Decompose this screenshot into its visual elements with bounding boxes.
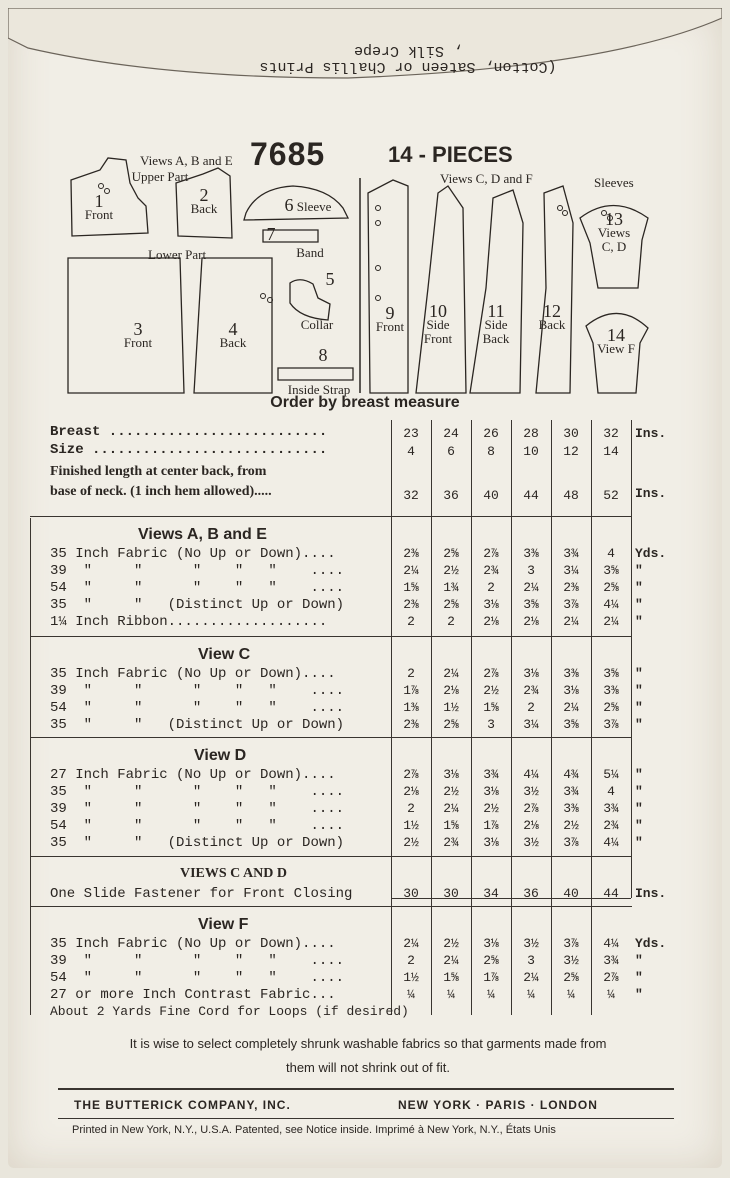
- yardage-value: 3¾: [603, 801, 619, 816]
- note-line1: It is wise to select completely shrunk washable fabrics so that garments made from: [129, 1036, 607, 1051]
- piece-2-label: [184, 185, 224, 216]
- piece-9-front-shape: [368, 180, 408, 393]
- yardage-value: 2½: [483, 801, 499, 816]
- yardage-value: 3⅜: [603, 683, 619, 698]
- row-unit: ": [635, 801, 643, 816]
- piece-1-number: 1: [94, 191, 104, 211]
- yardage-value: 2⅜: [403, 546, 419, 561]
- size-value: 14: [603, 444, 619, 459]
- row-unit: ": [635, 767, 643, 782]
- yardage-value: 2⅞: [483, 666, 499, 681]
- piece-4-number: 4: [228, 319, 238, 339]
- piece-13-number: 13: [605, 209, 623, 229]
- yardage-value: 3¾: [563, 784, 579, 799]
- yardage-value: 2½: [443, 784, 459, 799]
- piece-12-number: 12: [543, 301, 561, 321]
- breast-value: 24: [443, 426, 459, 441]
- piece-8-number-text: 8: [318, 345, 328, 365]
- yardage-value: 1⅞: [483, 818, 499, 833]
- piece-2-number: 2: [199, 185, 209, 205]
- yardage-value: 2½: [563, 818, 579, 833]
- yardage-value: 4¾: [563, 767, 579, 782]
- yardage-value: 2¼: [563, 614, 579, 629]
- yardage-value: 3⅞: [603, 717, 619, 732]
- yardage-value: 2: [487, 580, 495, 595]
- breast-value: 30: [563, 426, 579, 441]
- fabric-row-label: About 2 Yards Fine Cord for Loops (if desired): [50, 1004, 409, 1019]
- order-title: Order by breast measure: [270, 394, 460, 411]
- yardage-value: 2½: [443, 563, 459, 578]
- yardage-value: 1⅝: [403, 580, 419, 595]
- company-cities: NEW YORK · PARIS · LONDON: [398, 1098, 598, 1112]
- length-value: 32: [403, 488, 419, 503]
- yardage-value: 2: [407, 614, 415, 629]
- piece-12-back-shape: [536, 186, 573, 393]
- fabric-row-label: 27 or more Inch Contrast Fabric...: [50, 987, 336, 1003]
- row-unit: ": [635, 953, 643, 968]
- yardage-value: 5¼: [603, 767, 619, 782]
- piece-10-label: [418, 301, 458, 346]
- row-unit: Yds.: [635, 936, 667, 951]
- piece-1-name: Front: [84, 207, 114, 222]
- views-cdf-label: Views C, D and F: [440, 171, 533, 186]
- yardage-value: 3½: [523, 784, 539, 799]
- yardage-value: 2: [527, 700, 535, 715]
- yardage-value: 1⅞: [483, 970, 499, 985]
- yardage-value: 2½: [443, 936, 459, 951]
- yardage-value: 1½: [403, 970, 419, 985]
- yardage-value: 2⅜: [403, 717, 419, 732]
- yardage-value: 2⅝: [603, 580, 619, 595]
- piece-7-number: [264, 224, 278, 244]
- section-title: VIEWS C AND D: [180, 866, 287, 881]
- yardage-value: 2½: [403, 835, 419, 850]
- length-value: 40: [483, 488, 499, 503]
- yardage-value: 3¾: [483, 767, 499, 782]
- yardage-value: 3: [487, 717, 495, 732]
- yardage-value: 34: [483, 886, 499, 901]
- yardage-value: 2¾: [483, 563, 499, 578]
- piece-9-label: [370, 303, 410, 334]
- piece-1-label: [74, 191, 124, 222]
- yardage-value: 3⅞: [563, 936, 579, 951]
- yardage-value: 1⅝: [443, 818, 459, 833]
- piece-5-number-text: 5: [325, 269, 335, 289]
- yardage-value: 3⅛: [483, 784, 499, 799]
- yardage-value: 3: [527, 953, 535, 968]
- yardage-value: 1⅜: [403, 700, 419, 715]
- yardage-value: 2¼: [523, 970, 539, 985]
- section-title: Views A, B and E: [138, 526, 267, 543]
- length-value: 52: [603, 488, 619, 503]
- yardage-value: 3⅛: [563, 683, 579, 698]
- printed-notice: Printed in New York, N.Y., U.S.A. Patented, see Notice inside. Imprimé à New York, N.Y., États Unis: [72, 1124, 556, 1136]
- yardage-value: 2¼: [403, 563, 419, 578]
- yardage-value: 2¼: [443, 953, 459, 968]
- yardage-value: 3⅛: [483, 835, 499, 850]
- yardage-value: ¼: [487, 987, 495, 1002]
- piece-14-label: [596, 325, 636, 356]
- size-value: 10: [523, 444, 539, 459]
- yardage-value: ¼: [567, 987, 575, 1002]
- fabric-row-label: 35 " " (Distinct Up or Down): [50, 597, 345, 613]
- yardage-value: 3⅛: [483, 597, 499, 612]
- length-value: 48: [563, 488, 579, 503]
- yardage-value: 2: [407, 801, 415, 816]
- yardage-value: 4¼: [603, 835, 619, 850]
- breast-value: 32: [603, 426, 619, 441]
- fabric-row-label: 54 " " " " " ....: [50, 700, 345, 716]
- fabric-row-label: 35 " " (Distinct Up or Down): [50, 717, 345, 733]
- fabric-row-label: 39 " " " " " ....: [50, 953, 345, 969]
- row-unit: ": [635, 614, 643, 629]
- piece-2-name: Back: [190, 201, 218, 216]
- piece-13-name: Views C, D: [597, 225, 631, 254]
- yardage-value: 2⅝: [603, 700, 619, 715]
- yardage-value: ¼: [527, 987, 535, 1002]
- yardage-value: 3⅛: [523, 666, 539, 681]
- yardage-value: 2⅛: [523, 614, 539, 629]
- yardage-value: 2¾: [523, 683, 539, 698]
- yardage-value: 2: [407, 666, 415, 681]
- pieces-count: 14 - PIECES: [388, 142, 513, 167]
- piece-9-number: 9: [385, 303, 395, 323]
- upside-down-line1: (Cotton, Sateen or Challis Prints: [259, 58, 557, 75]
- row-unit: ": [635, 563, 643, 578]
- yardage-value: 40: [563, 886, 579, 901]
- piece-3-label: [98, 319, 178, 350]
- piece-6-label: [273, 195, 343, 215]
- yardage-value: 2½: [483, 683, 499, 698]
- yardage-value: 1¾: [443, 580, 459, 595]
- breast-value: 28: [523, 426, 539, 441]
- yardage-value: 3½: [523, 835, 539, 850]
- piece-4-name: Back: [219, 335, 247, 350]
- piece-3-number: 3: [133, 319, 143, 339]
- fabric-row-label: 54 " " " " " ....: [50, 580, 345, 596]
- yardage-value: 2⅛: [523, 818, 539, 833]
- yardage-value: 3½: [523, 936, 539, 951]
- row-unit: ": [635, 683, 643, 698]
- yardage-value: 2¼: [603, 614, 619, 629]
- row-unit: ": [635, 818, 643, 833]
- piece-11-label: [476, 301, 516, 346]
- piece-7-number-text: 7: [266, 224, 276, 244]
- piece-6-number: 6: [284, 195, 294, 215]
- yardage-value: 3⅛: [483, 936, 499, 951]
- yardage-value: 2⅞: [483, 546, 499, 561]
- yardage-value: 3⅛: [443, 767, 459, 782]
- views-abe-label: Views A, B and E: [140, 153, 233, 168]
- yardage-value: 2⅝: [483, 953, 499, 968]
- piece-13-label: [594, 209, 634, 254]
- yardage-value: 3⅞: [563, 835, 579, 850]
- lower-part-label: Lower Part: [148, 247, 207, 262]
- yardage-value: 2⅛: [483, 614, 499, 629]
- fabric-row-label: 54 " " " " " ....: [50, 970, 345, 986]
- yardage-value: 4¼: [603, 597, 619, 612]
- breast-value: 23: [403, 426, 419, 441]
- fabric-row-label: 54 " " " " " ....: [50, 818, 345, 834]
- row-unit: ": [635, 666, 643, 681]
- piece-11-name: Side Back: [482, 317, 510, 346]
- piece-5-number: [320, 269, 340, 289]
- section-title: View D: [194, 747, 247, 764]
- row-unit: ": [635, 835, 643, 850]
- sleeves-label: Sleeves: [594, 175, 634, 190]
- yardage-value: 2⅝: [563, 970, 579, 985]
- piece-11-number: 11: [487, 301, 505, 321]
- yardage-value: 2¼: [403, 936, 419, 951]
- yardage-value: 2⅜: [563, 580, 579, 595]
- yardage-value: 3⅜: [563, 666, 579, 681]
- yardage-value: 3⅝: [563, 717, 579, 732]
- yardage-value: 3¼: [563, 563, 579, 578]
- yardage-value: 1½: [403, 818, 419, 833]
- row-unit: Yds.: [635, 546, 667, 561]
- yardage-value: 2¼: [523, 580, 539, 595]
- piece-9-name: Front: [375, 319, 405, 334]
- yardage-value: 4¼: [523, 767, 539, 782]
- yardage-value: 4¼: [603, 936, 619, 951]
- breast-unit: Ins.: [635, 426, 667, 441]
- fabric-row-label: 35 " " " " " ....: [50, 784, 345, 800]
- piece-8-name: Inside Strap: [287, 382, 351, 397]
- pattern-number: 7685: [250, 136, 326, 172]
- piece-7-name: Band: [296, 245, 324, 260]
- piece-10-name: Side Front: [423, 317, 453, 346]
- yardage-value: 36: [523, 886, 539, 901]
- fabric-row-label: 35 Inch Fabric (No Up or Down)....: [50, 666, 336, 682]
- piece-10-side-front-shape: [416, 186, 466, 393]
- size-label: Size ............................: [50, 442, 328, 458]
- yardage-value: 4: [607, 784, 615, 799]
- yardage-value: 4: [607, 546, 615, 561]
- fabric-row-label: 39 " " " " " ....: [50, 801, 345, 817]
- yardage-value: 2¼: [443, 801, 459, 816]
- size-value: 8: [487, 444, 495, 459]
- yardage-value: 3: [527, 563, 535, 578]
- piece-10-number: 10: [429, 301, 447, 321]
- yardage-value: 2⅛: [443, 683, 459, 698]
- yardage-value: 2¼: [443, 666, 459, 681]
- yardage-value: 2⅜: [403, 597, 419, 612]
- shrink-note: [38, 1032, 698, 1080]
- breast-label: Breast ..........................: [50, 424, 328, 440]
- row-unit: ": [635, 717, 643, 732]
- length-value: 44: [523, 488, 539, 503]
- yardage-value: ¼: [447, 987, 455, 1002]
- row-unit: ": [635, 970, 643, 985]
- yardage-value: 1⅝: [443, 970, 459, 985]
- yardage-value: 3¾: [563, 546, 579, 561]
- yardage-value: 2⅞: [603, 970, 619, 985]
- yardage-value: 2¼: [563, 700, 579, 715]
- yardage-value: ¼: [607, 987, 615, 1002]
- yardage-value: 44: [603, 886, 619, 901]
- length-label-1: Finished length at center back, from: [50, 464, 267, 479]
- row-unit: ": [635, 784, 643, 799]
- size-value: 12: [563, 444, 579, 459]
- breast-value: 26: [483, 426, 499, 441]
- row-unit: ": [635, 580, 643, 595]
- yardage-value: 3⅝: [523, 597, 539, 612]
- yardage-value: 2⅝: [443, 546, 459, 561]
- yardage-value: 3⅞: [563, 597, 579, 612]
- yardage-value: 2¾: [443, 835, 459, 850]
- yardage-value: 1⅞: [403, 683, 419, 698]
- pattern-envelope-back: [8, 8, 722, 1168]
- yardage-value: 2⅞: [523, 801, 539, 816]
- company-name: THE BUTTERICK COMPANY, INC.: [74, 1098, 291, 1112]
- row-unit: ": [635, 700, 643, 715]
- yardage-value: 3¼: [523, 717, 539, 732]
- piece-8-number: [308, 345, 338, 365]
- yardage-value: 2⅛: [403, 784, 419, 799]
- yardage-table: [50, 420, 680, 1019]
- yardage-value: 3⅝: [603, 563, 619, 578]
- yardage-value: 2⅝: [443, 717, 459, 732]
- yardage-value: 3⅜: [523, 546, 539, 561]
- length-value: 36: [443, 488, 459, 503]
- fabric-row-label: 39 " " " " " ....: [50, 683, 345, 699]
- yardage-value: 2: [407, 953, 415, 968]
- piece-12-label: [532, 301, 572, 332]
- yardage-value: ¼: [407, 987, 415, 1002]
- section-title: View C: [198, 646, 251, 663]
- size-value: 6: [447, 444, 455, 459]
- size-value: 4: [407, 444, 415, 459]
- fabric-row-label: 1¼ Inch Ribbon...................: [50, 614, 328, 630]
- row-unit: ": [635, 987, 643, 1002]
- piece-4-label: [208, 319, 258, 350]
- yardage-value: 1½: [443, 700, 459, 715]
- yardage-value: 3⅜: [563, 801, 579, 816]
- upper-part-label: Upper Part: [131, 169, 189, 184]
- yardage-value: 2⅞: [403, 767, 419, 782]
- yardage-value: 3½: [563, 953, 579, 968]
- upside-down-line2: , Silk Crepe: [353, 42, 463, 59]
- yardage-value: 30: [403, 886, 419, 901]
- yardage-value: 2¾: [603, 818, 619, 833]
- piece-12-name: Back: [538, 317, 566, 332]
- fabric-row-label: One Slide Fastener for Front Closing: [50, 886, 353, 902]
- piece-14-number: 14: [607, 325, 625, 345]
- yardage-value: 3⅝: [603, 666, 619, 681]
- piece-3-name: Front: [123, 335, 153, 350]
- section-title: View F: [198, 916, 249, 933]
- yardage-value: 3¾: [603, 953, 619, 968]
- fabric-row-label: 35 Inch Fabric (No Up or Down)....: [50, 936, 336, 952]
- piece-5-name: Collar: [300, 317, 334, 332]
- row-unit: ": [635, 597, 643, 612]
- note-line2: them will not shrink out of fit.: [285, 1060, 450, 1075]
- length-unit: Ins.: [635, 486, 667, 501]
- piece-8-strap-shape: [278, 368, 353, 380]
- piece-11-side-back-shape: [470, 190, 523, 393]
- fabric-row-label: 35 Inch Fabric (No Up or Down)....: [50, 546, 336, 562]
- fabric-row-label: 39 " " " " " ....: [50, 563, 345, 579]
- yardage-value: 2: [447, 614, 455, 629]
- piece-14-name: View F: [597, 341, 635, 356]
- row-unit: Ins.: [635, 886, 667, 901]
- yardage-value: 30: [443, 886, 459, 901]
- yardage-value: 1⅝: [483, 700, 499, 715]
- fabric-row-label: 35 " " (Distinct Up or Down): [50, 835, 345, 851]
- fabric-row-label: 27 Inch Fabric (No Up or Down)....: [50, 767, 336, 783]
- length-label-2: base of neck. (1 inch hem allowed).....: [50, 484, 272, 499]
- piece-6-name: Sleeve: [296, 199, 332, 214]
- yardage-value: 2⅝: [443, 597, 459, 612]
